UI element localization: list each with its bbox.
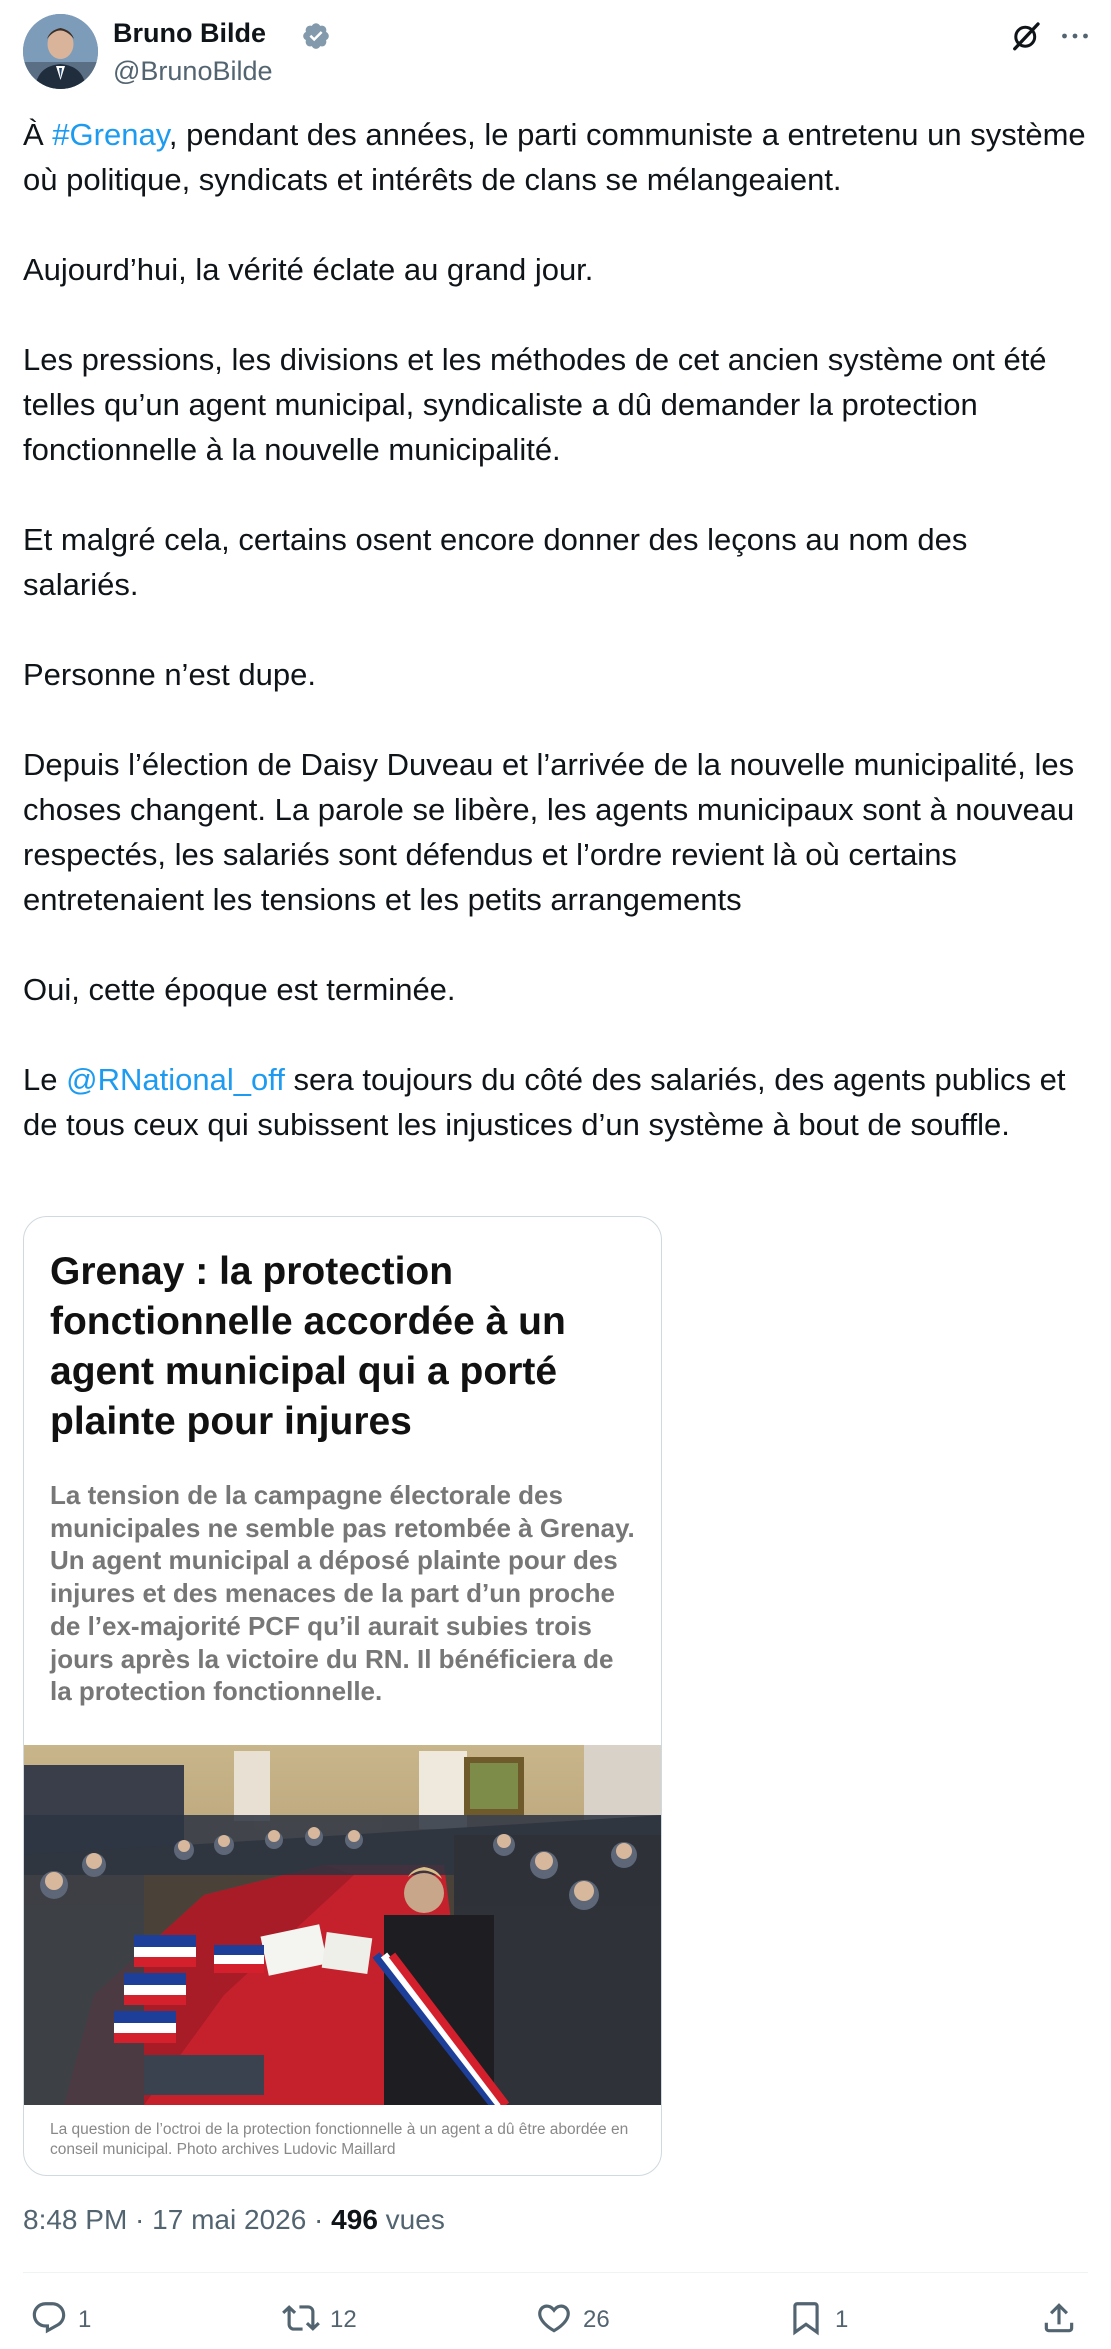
tweet-text-segment: À: [23, 117, 53, 152]
photo-caption: La question de l’octroi de la protection fonctionnelle à un agent a dû être abordée en conseil municipal. Photo archives Ludovic Maillard: [50, 2121, 629, 2158]
tweet-text-segment: sera toujours du côté des salariés, des agents publics et de tous ceux qui subissent les injustices d’un système à bout de souffle.: [23, 1062, 1066, 1142]
mention-link[interactable]: @RNational_off: [66, 1062, 285, 1097]
tweet-paragraph: [23, 517, 1088, 607]
share-icon: [1040, 2299, 1078, 2342]
tweet-text-segment: Et malgré cela, certains osent encore donner des leçons au nom des salariés.: [23, 522, 968, 602]
article-photo: [24, 1745, 662, 2105]
tweet-paragraph: [23, 337, 1088, 472]
tweet-text-segment: Personne n’est dupe.: [23, 657, 316, 692]
tweet-date[interactable]: 17 mai 2026: [152, 2204, 307, 2235]
like-icon: [535, 2299, 573, 2342]
views-label: vues: [377, 2204, 445, 2235]
tweet-meta: [23, 2204, 445, 2236]
tweet-text-segment: Les pressions, les divisions et les méthodes de cet ancien système ont été telles qu’un agent municipal, syndicaliste a dû demander la protection fonctionnelle à la nouvelle municipalité.: [23, 342, 1047, 467]
avatar[interactable]: [23, 14, 98, 89]
tweet-text-segment: , pendant des années, le parti communiste a entretenu un système où politique, syndicats et intérêts de clans se mélangeaient.: [23, 117, 1086, 197]
like-button[interactable]: [535, 2300, 610, 2340]
share-button[interactable]: [1040, 2300, 1078, 2340]
reply-button[interactable]: [30, 2300, 91, 2340]
tweet-paragraph: [23, 967, 1088, 1012]
bookmark-icon: [787, 2299, 825, 2342]
tweet-text: [23, 112, 1088, 1147]
verified-badge-icon: [301, 21, 331, 51]
reply-count: 1: [78, 2306, 92, 2333]
author-handle[interactable]: @BrunoBilde: [113, 56, 273, 86]
article-card[interactable]: [23, 1216, 662, 2176]
article-title: Grenay : la protection fonctionnelle accordée à un agent municipal qui a porté plainte pour injures: [50, 1250, 566, 1443]
tweet-paragraph: [23, 742, 1088, 922]
repost-icon: [282, 2299, 320, 2342]
article-lede: La tension de la campagne électorale des municipales ne semble pas retombée à Grenay. Un agent municipal a déposé plainte pour des injures et des menaces de la part d’un proche de l’ex-majorité PCF qu’il aurait subies trois jours après la victoire du RN. Il bénéficiera de la protection fonctionnelle.: [50, 1480, 635, 1707]
hashtag-link[interactable]: #Grenay: [52, 117, 169, 152]
views-count: 496: [331, 2204, 378, 2235]
tweet-paragraph: [23, 112, 1088, 202]
meta-separator: ·: [306, 2204, 332, 2235]
reply-icon: [30, 2299, 68, 2342]
more-icon[interactable]: [1057, 18, 1093, 54]
tweet-header: [23, 12, 1088, 90]
bookmark-button[interactable]: [787, 2300, 848, 2340]
tweet-paragraph: [23, 652, 1088, 697]
like-count: 26: [583, 2306, 610, 2333]
tweet-text-segment: Le: [23, 1062, 67, 1097]
tweet-text-segment: Oui, cette époque est terminée.: [23, 972, 456, 1007]
tweet-time[interactable]: 8:48 PM: [23, 2204, 128, 2235]
tweet-paragraph: [23, 1057, 1088, 1147]
grok-icon[interactable]: [1008, 18, 1044, 54]
repost-count: 12: [330, 2306, 357, 2333]
tweet-text-segment: Depuis l’élection de Daisy Duveau et l’arrivée de la nouvelle municipalité, les choses changent. La parole se libère, les agents municipaux sont à nouveau respectés, les salariés sont défendus et l’ordre revient là où certains entretenaient les tensions et les petits arrangements: [23, 747, 1075, 917]
divider: [23, 2272, 1088, 2273]
tweet-paragraph: [23, 247, 1088, 292]
repost-button[interactable]: [282, 2300, 357, 2340]
tweet-text-segment: Aujourd’hui, la vérité éclate au grand jour.: [23, 252, 594, 287]
author-name[interactable]: Bruno Bilde: [113, 18, 266, 48]
bookmark-count: 1: [835, 2306, 849, 2333]
meta-separator: ·: [127, 2204, 153, 2235]
